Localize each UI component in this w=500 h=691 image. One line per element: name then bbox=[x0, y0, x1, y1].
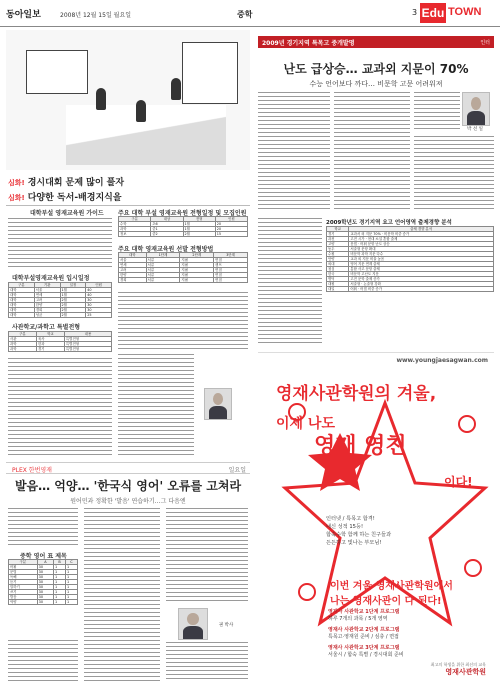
article-body-text bbox=[166, 508, 248, 604]
section-bar bbox=[6, 462, 250, 474]
article-body-text bbox=[334, 92, 410, 212]
article-body-text bbox=[8, 218, 112, 270]
article-subheadline: 수능 언어보다 까다… 비문학 고문 어려워져 bbox=[309, 80, 443, 88]
cartoon-illustration bbox=[6, 30, 250, 170]
ornament-icon bbox=[464, 559, 482, 577]
photo-caption: 권 박사 bbox=[218, 623, 234, 628]
town-logo-text: TOWN bbox=[448, 6, 482, 18]
ad-logo-tagline: 최고의 학생을 위한 최선의 교육 bbox=[430, 662, 486, 667]
reporter-photo bbox=[204, 388, 232, 420]
ad-headline-4: 이다! bbox=[444, 475, 473, 489]
article-body-text bbox=[8, 640, 78, 682]
illustration-figure bbox=[171, 78, 181, 100]
ad-program-3[interactable]: 영재사 사관학교 3단계 프로그램 서울시 / 합숙 특별 / 경시대회 준비 bbox=[328, 645, 404, 658]
table-heading: 주요 대학 부설 영재교육원 전형일정 및 모집인원 bbox=[118, 210, 247, 217]
subheadline-2: 심화! 다양한 독서-배경지식을 bbox=[8, 193, 122, 203]
illustration-figure bbox=[136, 100, 146, 122]
illustration-book-left bbox=[26, 50, 88, 94]
article-subheadline: 원어민과 정확한 '발음' 연습하기…그 다음엔 bbox=[70, 498, 186, 505]
subheadline-1: 심화! 경시대회 문제 많이 풀자 bbox=[8, 178, 125, 188]
ad-cta: 이번 겨울 영재사관학원에서 나는 영재사관이 다 된다! bbox=[330, 581, 453, 607]
banner-text: 2009년 경기지역 특목고 중개발명 bbox=[262, 40, 355, 47]
illustration-staircase bbox=[66, 105, 226, 165]
article-body-text bbox=[414, 92, 460, 132]
table-heading: 주요 대학 영재교육원 선발 전형방법 bbox=[118, 246, 214, 253]
data-table: 구분 기관 일정 인원 대학 서울 1월 40 대학 연세 1월 40 대학 고려 2월 30 대학 한양 2월 30 대학 경희 2월 30 대학 성균 2월 25 bbox=[8, 282, 112, 318]
ad-logo[interactable]: 영재사관학원 bbox=[445, 668, 486, 676]
table-heading: 중학 영어 표 제목 bbox=[20, 553, 67, 560]
ad-headline-2: 이제 나도 bbox=[276, 416, 335, 432]
article-headline: 발음… 억양… '한국식 영어' 오류를 고쳐라 bbox=[14, 479, 242, 493]
section-bar-right: 일요일 bbox=[228, 467, 246, 474]
edutown-logo bbox=[420, 3, 496, 23]
ad-url[interactable]: www.youngjaesagwan.com bbox=[396, 357, 488, 364]
advertisement[interactable] bbox=[258, 352, 494, 683]
divider bbox=[6, 205, 250, 206]
author-photo bbox=[178, 608, 208, 640]
data-table: 구분 대상 전형 인원 수학 초6 1월 20 과학 중1 1월 20 정보 중2 2월 15 bbox=[118, 216, 248, 237]
page-number: 3 bbox=[412, 8, 418, 17]
article-headline: 난도 급상승… 교과외 지문이 70% bbox=[283, 62, 469, 76]
author-photo bbox=[462, 92, 490, 126]
table-heading: 사관학교/과학고 특별전형 bbox=[12, 324, 81, 331]
ad-program-1[interactable]: 영재사 사관학교 1단계 프로그램 하루 7개의 과목 / 5개 영역 bbox=[328, 609, 400, 622]
ornament-icon bbox=[298, 583, 316, 601]
table-heading: 대학부설영재교육원 입시일정 bbox=[12, 275, 90, 282]
ad-headline-1: 영재사관학원의 겨울, bbox=[276, 384, 437, 404]
article-body-text bbox=[8, 508, 78, 548]
article-body-text bbox=[118, 292, 248, 350]
banner-small-text: 인터 bbox=[480, 40, 490, 46]
article-body-text bbox=[8, 358, 112, 458]
section-bar-label: PLEX 한번영재 bbox=[12, 467, 52, 474]
article-body-text bbox=[166, 642, 248, 682]
section-name: 중학 bbox=[237, 10, 253, 19]
illustration-book-right bbox=[182, 42, 238, 104]
ad-program-2[interactable]: 영재사 사관학교 2단계 프로그램 특목고·영재원 준비 / 심층 / 면접 bbox=[328, 627, 400, 640]
data-table: 구분 A B C 어휘 30 1 1 문법 30 1 1 독해 30 1 1 듣기 30 1 1 말하기 30 1 1 쓰기 30 1 1 발음 30 1 1 억양 30 1 1 bbox=[8, 559, 78, 605]
brand-name: 동아일보 bbox=[6, 10, 41, 20]
photo-caption: 박 선 일 bbox=[467, 127, 483, 132]
data-table: 구분 학교 내용 사관 육사 특별전형 과학 한과 특별전형 과학 경기 특별전형 bbox=[8, 331, 112, 352]
edu-logo-mark: Edu bbox=[420, 3, 446, 23]
data-table: 대학 1단계 2단계 3단계 서울 서류 지필 면접 연세 서류 지필 캠프 고려 서류 지필 면접 한양 서류 지필 면접 경희 서류 지필 면접 bbox=[118, 252, 248, 283]
ornament-icon bbox=[458, 415, 476, 433]
article-banner bbox=[258, 36, 494, 48]
table-heading: 2009학년도 경기지역 요고 언어영역 출제경향 분석 bbox=[326, 220, 452, 226]
issue-date: 2008년 12월 15일 월요일 bbox=[60, 12, 132, 19]
article-body-text bbox=[258, 218, 322, 344]
article-body-text bbox=[118, 354, 194, 458]
article-body-text bbox=[84, 508, 160, 682]
column-heading: 대학부설 영재교육원 가이드 bbox=[30, 210, 104, 217]
article-body-text bbox=[414, 136, 494, 212]
article-body-text bbox=[258, 92, 330, 212]
ad-headline-3: 영재 영친 bbox=[314, 434, 407, 459]
ad-body-text: 인터넷 / 특목고 합격! 내신 성적 15등! 합숙수학 함께 하는 친구들과 든든하고 빛나는 부모님! bbox=[326, 516, 392, 546]
illustration-figure bbox=[96, 88, 106, 110]
page-header bbox=[0, 0, 500, 27]
data-table: 학교 출제 경향 분석 경기 교과서 외 지문 70% · 비문학 비중 증가 과천 고전 시가 · 현대 소설 혼합 출제 고양 문법 · 어휘 문항 난도 상승 동두 서술형 문항 확대 수원 비문학 과학 지문 다수 안양 교과 외 지문 비율 높음 외대 영어 지문 연계 출제 청심 통합 사고 문항 출제 한국 비문학 고난도 지문 명덕 고전 문학 출제 증가 대원 서술형 · 논술형 강화 대일 어휘 · 어법 비중 증가 bbox=[326, 226, 494, 292]
